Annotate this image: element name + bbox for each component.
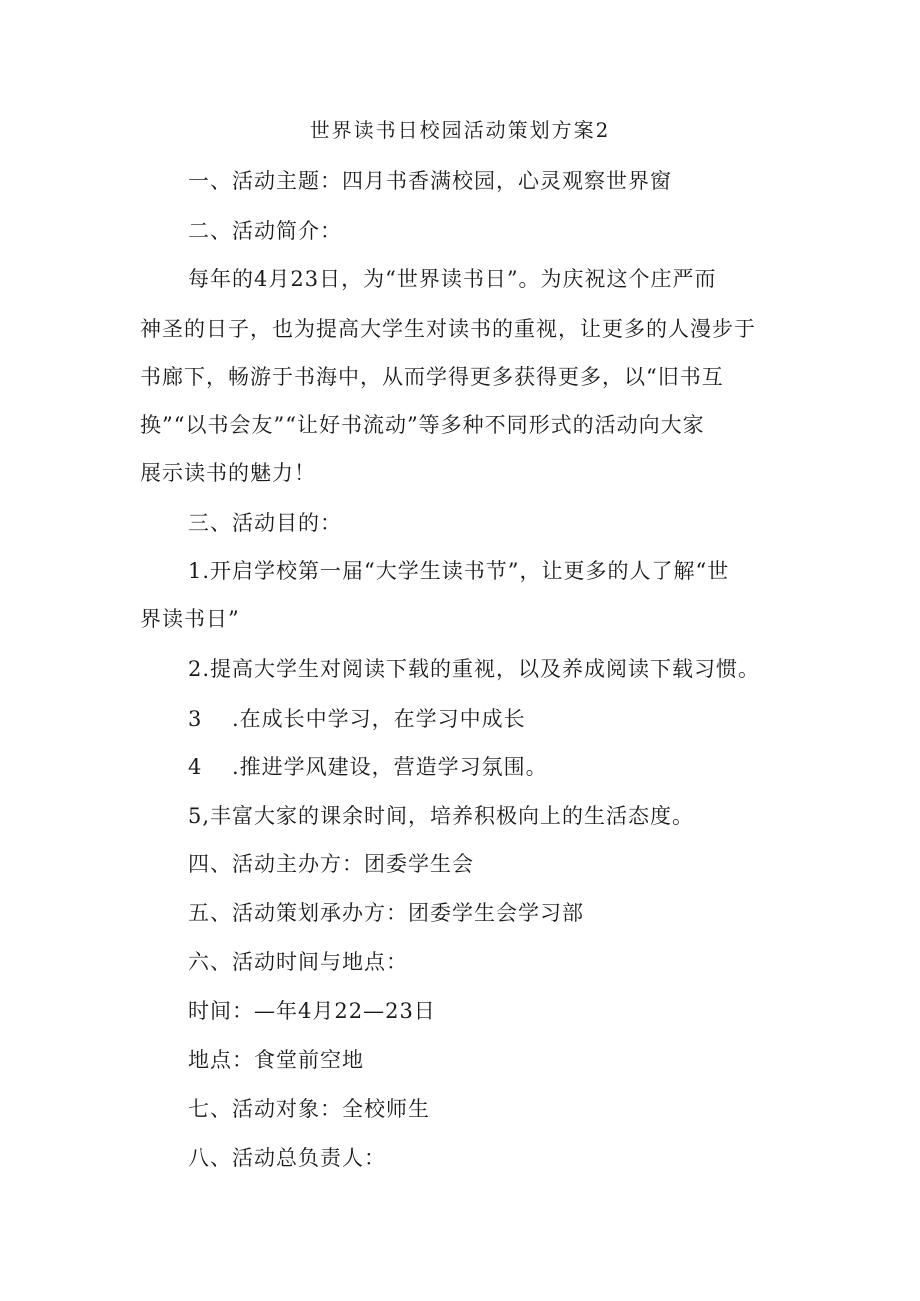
intro-line: 换”“以书会友”“让好书流动”等多种不同形式的活动向大家 [140, 413, 705, 437]
purpose-item: .在成长中学习，在学习中成长 [232, 707, 526, 731]
purpose-item: 1.开启学校第一届“大学生读书节”，让更多的人了解“世 [188, 559, 730, 583]
section-host: 四、活动主办方：团委学生会 [188, 852, 474, 876]
purpose-item: .推进学风建设，营造学习氛围。 [232, 755, 548, 779]
purpose-item: 2.提高大学生对阅读下载的重视，以及养成阅读下载习惯。 [188, 657, 761, 681]
section-audience: 七、活动对象：全校师生 [188, 1097, 430, 1121]
intro-line: 书廊下，畅游于书海中，从而学得更多获得更多，以“旧书互 [140, 365, 724, 389]
event-place: 地点：食堂前空地 [188, 1048, 364, 1072]
purpose-item: 5,丰富大家的课余时间，培养积极向上的生活态度。 [188, 804, 695, 828]
section-intro-heading: 二、活动简介： [188, 219, 342, 243]
section-leader-heading: 八、活动总负责人： [188, 1146, 386, 1170]
document-title: 世界读书日校园活动策划方案2 [309, 118, 611, 142]
section-time-place-heading: 六、活动时间与地点： [188, 950, 408, 974]
purpose-item-continued: 界读书日” [140, 607, 240, 631]
intro-line: 神圣的日子，也为提高大学生对读书的重视，让更多的人漫步于 [140, 317, 756, 341]
section-theme: 一、活动主题：四月书香满校园，心灵观察世界窗 [188, 169, 672, 193]
intro-line: 展示读书的魅力！ [140, 461, 316, 485]
event-time: 时间：—年4月22—23日 [188, 999, 436, 1023]
section-purpose-heading: 三、活动目的： [188, 511, 342, 535]
purpose-item-number: 3 [188, 707, 203, 731]
intro-line: 每年的4月23日，为“世界读书日”。为庆祝这个庄严而 [188, 267, 717, 291]
purpose-item-number: 4 [188, 755, 203, 779]
section-organizer: 五、活动策划承办方：团委学生会学习部 [188, 901, 584, 925]
